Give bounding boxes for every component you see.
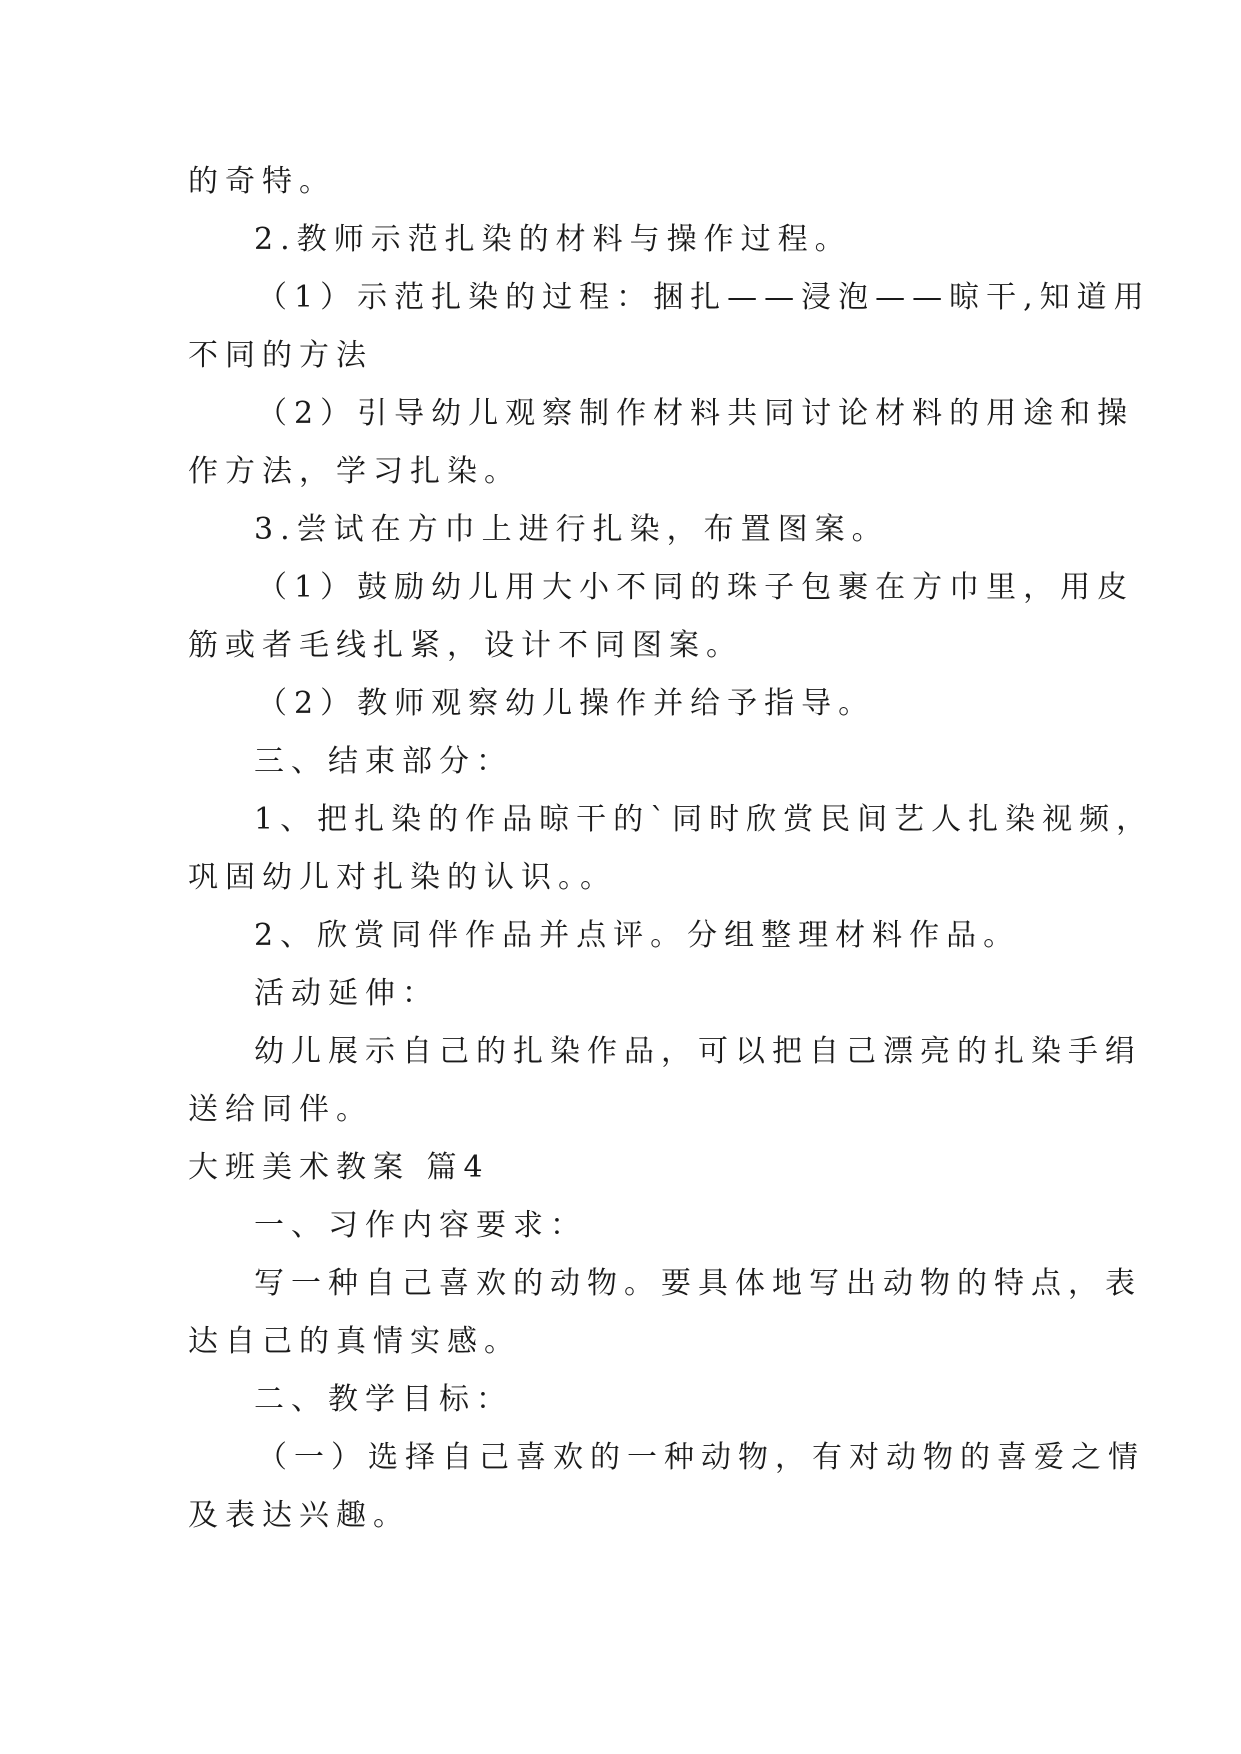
lesson-plan-title: 大班美术教案 篇4 <box>188 1150 490 1185</box>
text-line: （一）选择自己喜欢的一种动物，有对动物的喜爱之情 <box>257 1440 1145 1475</box>
text-line: （2）引导幼儿观察制作材料共同讨论材料的用途和操 <box>257 396 1135 431</box>
text-line: 及表达兴趣。 <box>188 1498 410 1533</box>
section-heading: 二、教学目标： <box>254 1382 513 1417</box>
text-line: （2）教师观察幼儿操作并给予指导。 <box>257 686 876 721</box>
text-line: （1）示范扎染的过程：捆扎——浸泡——晾干,知道用 <box>257 280 1151 315</box>
text-line: 不同的方法 <box>188 338 373 373</box>
text-line: 送给同伴。 <box>188 1092 373 1127</box>
section-heading: 一、习作内容要求： <box>254 1208 587 1243</box>
text-line: （1）鼓励幼儿用大小不同的珠子包裹在方巾里，用皮 <box>257 570 1135 605</box>
section-heading: 三、结束部分： <box>254 744 513 779</box>
text-line: 2、欣赏同伴作品并点评。分组整理材料作品。 <box>254 918 1021 953</box>
text-line: 写一种自己喜欢的动物。要具体地写出动物的特点，表 <box>254 1266 1142 1301</box>
text-line: 幼儿展示自己的扎染作品，可以把自己漂亮的扎染手绢 <box>254 1034 1142 1069</box>
section-heading: 活动延伸： <box>254 976 439 1011</box>
text-line: 1、把扎染的作品晾干的`同时欣赏民间艺人扎染视频， <box>254 802 1154 837</box>
text-line: 的奇特。 <box>188 164 336 199</box>
text-line: 筋或者毛线扎紧，设计不同图案。 <box>188 628 743 663</box>
text-line: 巩固幼儿对扎染的认识。。 <box>188 860 617 895</box>
text-line: 2.教师示范扎染的材料与操作过程。 <box>254 222 852 257</box>
text-line: 3.尝试在方巾上进行扎染，布置图案。 <box>254 512 889 547</box>
text-line: 达自己的真情实感。 <box>188 1324 521 1359</box>
text-line: 作方法，学习扎染。 <box>188 454 521 489</box>
